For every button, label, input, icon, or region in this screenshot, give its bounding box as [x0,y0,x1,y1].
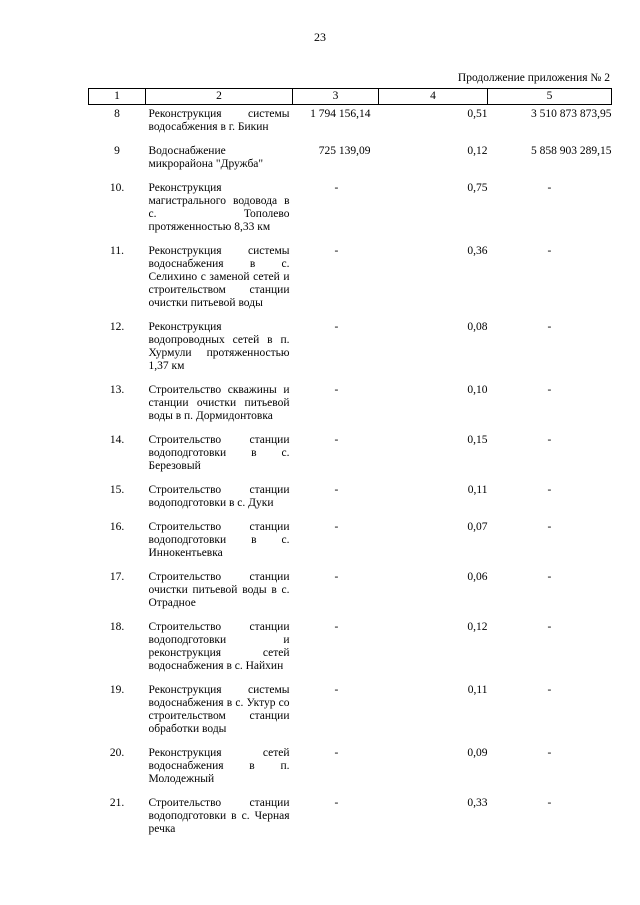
project-name-cell: Строительство станции водоподготовки в с. Иннокентьевка [148,521,290,559]
table-row [89,141,612,178]
table-row [89,241,612,317]
table-row [89,380,612,430]
column-4-cell: 0,07 [467,521,488,533]
column-5-cell: - [547,797,552,809]
table-row [89,517,612,567]
row-number-cell: 9 [114,145,120,157]
column-4-cell: 0,09 [467,747,488,759]
row-number-cell: 8 [114,108,120,120]
column-header: 2 [146,89,293,105]
column-4-cell: 0,75 [467,182,488,194]
column-header: 5 [488,89,612,105]
column-3-cell: - [334,484,339,496]
project-name-cell: Водоснабжение микрорайона "Дружба" [148,145,264,170]
column-4-cell: 0,10 [467,384,488,396]
column-5-cell: 5 858 903 289,15 [531,145,612,157]
row-number-cell: 12. [109,321,125,333]
column-5-cell: - [547,245,552,257]
row-number-cell: 18. [109,621,125,633]
project-name-cell: Реконструкция системы водоснабжения в с. Селихино с заменой сетей и строительством станции очистки питьевой воды [148,245,290,309]
column-4-cell: 0,33 [467,797,488,809]
column-3-cell: - [334,797,339,809]
project-name-cell: Строительство станции водоподготовки и реконструкция сетей водоснабжения в с. Найхин [148,621,290,672]
table-row [89,317,612,380]
column-3-cell: 725 139,09 [318,145,371,157]
row-number-cell: 17. [109,571,125,583]
column-5-cell: - [547,484,552,496]
table-row [89,793,612,843]
row-number-cell: 13. [109,384,125,396]
column-header: 1 [89,89,146,105]
table-row [89,430,612,480]
project-name-cell: Реконструкция системы водосабжения в г. Бикин [148,108,290,133]
column-4-cell: 0,08 [467,321,488,333]
column-4-cell: 0,11 [467,684,488,696]
page-number: 23 [314,30,326,44]
table-row [89,680,612,743]
table-row [89,105,612,142]
row-number-cell: 21. [109,797,125,809]
project-name-cell: Строительство станции водоподготовки в с. Дуки [148,484,290,509]
row-number-cell: 20. [109,747,125,759]
row-number-cell: 19. [109,684,125,696]
row-number-cell: 15. [109,484,125,496]
column-3-cell: - [334,245,339,257]
column-5-cell: - [547,571,552,583]
column-5-cell: - [547,321,552,333]
table-row [89,743,612,793]
column-4-cell: 0,12 [467,145,488,157]
table-header-row [89,89,612,105]
table-body [89,105,612,844]
row-number-cell: 16. [109,521,125,533]
column-4-cell: 0,12 [467,621,488,633]
column-3-cell: 1 794 156,14 [310,108,371,120]
column-3-cell: - [334,571,339,583]
column-4-cell: 0,06 [467,571,488,583]
column-5-cell: - [547,182,552,194]
project-name-cell: Реконструкция сетей водоснабжения в п. Молодежный [148,747,290,785]
continuation-label: Продолжение приложения № 2 [457,72,610,84]
project-name-cell: Строительство станции водоподготовки в с. Березовый [148,434,290,472]
column-3-cell: - [334,684,339,696]
project-name-cell: Строительство станции водоподготовки в с. Черная речка [148,797,290,835]
column-4-cell: 0,11 [467,484,488,496]
column-4-cell: 0,51 [467,108,488,120]
appendix-table [88,88,612,843]
table-row [89,617,612,680]
column-3-cell: - [334,434,339,446]
table-row [89,480,612,517]
column-4-cell: 0,15 [467,434,488,446]
row-number-cell: 10. [109,182,125,194]
column-3-cell: - [334,182,339,194]
column-3-cell: - [334,521,339,533]
column-3-cell: - [334,321,339,333]
project-name-cell: Реконструкция водопроводных сетей в п. Хурмули протяженностью 1,37 км [148,321,290,372]
column-header: 4 [379,89,488,105]
column-3-cell: - [334,747,339,759]
row-number-cell: 14. [109,434,125,446]
column-5-cell: - [547,621,552,633]
column-3-cell: - [334,621,339,633]
column-5-cell: - [547,384,552,396]
column-5-cell: 3 510 873 873,95 [531,108,612,120]
project-name-cell: Реконструкция магистрального водовода в с. Тополево протяженностью 8,33 км [148,182,290,233]
row-number-cell: 11. [110,245,124,257]
column-4-cell: 0,36 [467,245,488,257]
column-5-cell: - [547,521,552,533]
table-row [89,178,612,241]
column-5-cell: - [547,747,552,759]
project-name-cell: Строительство скважины и станции очистки питьевой воды в п. Дормидонтовка [148,384,290,422]
table-row [89,567,612,617]
project-name-cell: Строительство станции очистки питьевой воды в с. Отрадное [148,571,290,609]
column-header: 3 [293,89,379,105]
project-name-cell: Реконструкция системы водоснабжения в с. Уктур со строительством станции обработки воды [148,684,290,735]
column-5-cell: - [547,434,552,446]
column-5-cell: - [547,684,552,696]
column-3-cell: - [334,384,339,396]
